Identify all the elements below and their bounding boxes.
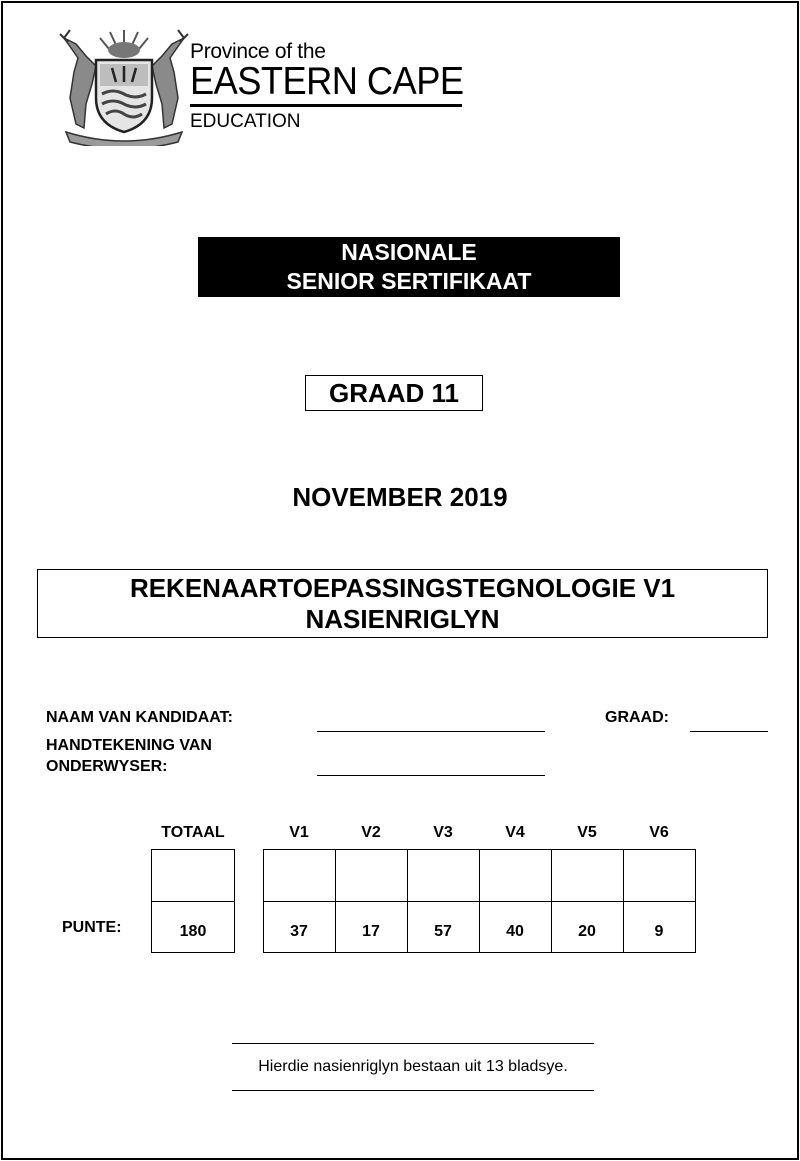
subject-subtitle: NASIENRIGLYN <box>305 603 500 634</box>
candidate-name-line[interactable] <box>317 731 545 732</box>
grade-title: GRAAD 11 <box>305 375 483 411</box>
signature-label-line2: ONDERWYSER: <box>46 758 168 775</box>
v5-marks-value: 20 <box>578 923 596 940</box>
v5-score-box[interactable] <box>551 849 624 902</box>
logo-divider <box>190 104 462 107</box>
grade-line[interactable] <box>690 731 768 732</box>
header-v3: V3 <box>433 824 453 841</box>
header-total: TOTAAL <box>161 824 225 841</box>
footer-bottom-rule <box>232 1090 594 1091</box>
header-v4: V4 <box>505 824 525 841</box>
v2-marks-value: 17 <box>362 923 380 940</box>
header-v6: V6 <box>649 824 669 841</box>
nss-title-banner <box>198 237 620 297</box>
v1-marks-value: 37 <box>290 923 308 940</box>
nss-title-line1: NASIONALE <box>341 239 477 265</box>
footer-top-rule <box>232 1043 594 1044</box>
total-score-box[interactable] <box>151 849 235 902</box>
v2-score-box[interactable] <box>335 849 408 902</box>
signature-label-line1: HANDTEKENING VAN <box>46 737 212 754</box>
candidate-name-label: NAAM VAN KANDIDAAT: <box>46 709 233 726</box>
v3-marks-value: 57 <box>434 923 452 940</box>
subject-title-box <box>37 569 768 638</box>
v1-score-box[interactable] <box>263 849 336 902</box>
total-marks-value: 180 <box>179 923 207 940</box>
v4-marks-value: 40 <box>506 923 524 940</box>
coat-of-arms-logo <box>56 28 192 146</box>
logo-line-education: EDUCATION <box>190 111 301 132</box>
logo-line-eastern-cape: EASTERN CAPE <box>190 60 464 103</box>
grade-label: GRAAD: <box>605 709 669 726</box>
subject-title: REKENAARTOEPASSINGSTEGNOLOGIE V1 <box>129 572 676 603</box>
v6-marks-value: 9 <box>654 923 664 940</box>
header-v2: V2 <box>361 824 381 841</box>
department-logo-text <box>190 40 484 133</box>
header-v1: V1 <box>289 824 309 841</box>
signature-line[interactable] <box>317 775 545 776</box>
v6-score-box[interactable] <box>623 849 696 902</box>
nss-title-line2: SENIOR SERTIFIKAAT <box>286 268 532 294</box>
v3-score-box[interactable] <box>407 849 480 902</box>
marks-row-label: PUNTE: <box>62 919 122 936</box>
header-v5: V5 <box>577 824 597 841</box>
logo-line-province: Province of the <box>190 40 326 63</box>
v4-score-box[interactable] <box>479 849 552 902</box>
exam-date: NOVEMBER 2019 <box>292 482 508 512</box>
page-count-note: Hierdie nasienriglyn bestaan uit 13 bladsye. <box>258 1058 568 1075</box>
